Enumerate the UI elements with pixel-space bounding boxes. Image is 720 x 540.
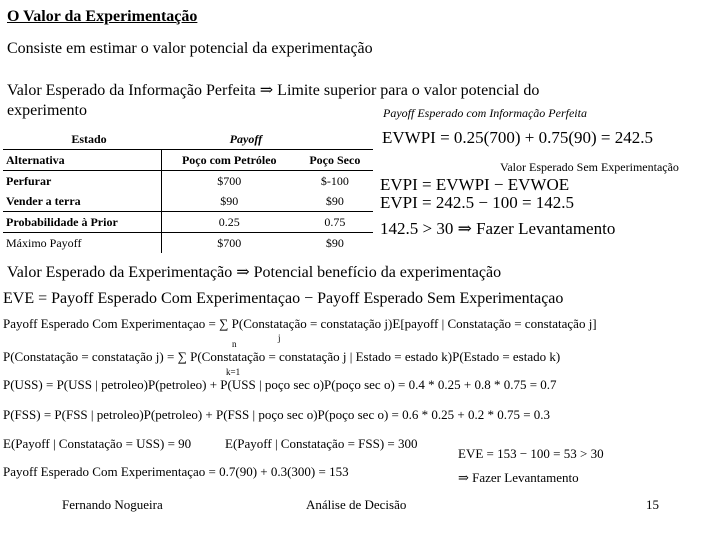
footer-author: Fernando Nogueira	[62, 497, 163, 512]
table-payoff: Payoff	[229, 131, 263, 146]
row-value: $90	[325, 193, 344, 208]
evpi-heading: Valor Esperado da Informação Perfeita ⇒ Limite superior para o valor potencial do	[7, 82, 540, 99]
evpi-equation-1: EVPI = EVWPI − EVWOE	[380, 175, 570, 194]
row-value: 0.25	[161, 212, 296, 233]
page-title: O Valor da Experimentação	[7, 8, 198, 25]
footer-page: 15	[646, 497, 659, 512]
row-value: 0.75	[297, 212, 373, 233]
payoff-com-equation: Payoff Esperado Com Experimentaçao = ∑ P(Constatação = constatação j)E[payoff | Constatação = constatação j]	[3, 316, 597, 331]
eve-equation: EVE = 153 − 100 = 53 > 30	[458, 446, 604, 461]
payoff-table	[3, 129, 373, 253]
e-uss-equation: E(Payoff | Constatação = USS) = 90	[3, 436, 192, 451]
row-value: $90	[161, 191, 296, 212]
evpi-equation-2: EVPI = 242.5 − 100 = 142.5	[380, 193, 575, 212]
subtitle: Consiste em estimar o valor potencial da experimentação	[7, 40, 373, 57]
evpi-decision: 142.5 > 30 ⇒ Fazer Levantamento	[380, 219, 616, 238]
row-label: Perfurar	[3, 171, 161, 192]
table-row	[3, 233, 373, 254]
payoff-final-equation: Payoff Esperado Com Experimentaçao = 0.7(90) + 0.3(300) = 153	[3, 464, 349, 479]
row-label: Vender a terra	[6, 193, 81, 208]
eve-heading: Valor Esperado da Experimentação ⇒ Potencial benefício da experimentação	[7, 264, 502, 281]
table-row	[3, 191, 373, 212]
evpi-heading-cont: experimento	[7, 102, 87, 119]
eve-decision: ⇒ Fazer Levantamento	[458, 470, 579, 485]
payoff-perfect-label: Payoff Esperado com Informação Perfeita	[383, 106, 587, 120]
table-col1: Poço com Petróleo	[161, 150, 296, 171]
sum-bottom: k=1	[226, 367, 241, 377]
row-label: Máximo Payoff	[3, 233, 161, 254]
puss-equation: P(USS) = P(USS | petroleo)P(petroleo) + P(USS | poço sec o)P(poço sec o) = 0.4 * 0.25 + 0.8 * 0.75 = 0.7	[3, 377, 557, 392]
no-experiment-label: Valor Esperado Sem Experimentação	[500, 160, 679, 174]
row-value: $700	[161, 171, 296, 192]
table-col2: Poço Seco	[297, 150, 373, 171]
table-alternativa: Alternativa	[3, 150, 161, 171]
sum-top: n	[232, 339, 237, 349]
row-value: $-100	[297, 171, 373, 192]
footer-course: Análise de Decisão	[306, 497, 407, 512]
table-row	[3, 171, 373, 192]
table-row	[3, 212, 373, 233]
sum-index: j	[278, 333, 281, 343]
row-label: Probabilidade à Prior	[3, 212, 161, 233]
e-fss-equation: E(Payoff | Constatação = FSS) = 300	[225, 436, 418, 451]
evwpi-equation: EVWPI = 0.25(700) + 0.75(90) = 242.5	[382, 128, 653, 147]
eve-definition: EVE = Payoff Esperado Com Experimentaçao − Payoff Esperado Sem Experimentaçao	[3, 290, 564, 307]
pfss-equation: P(FSS) = P(FSS | petroleo)P(petroleo) + P(FSS | poço sec o)P(poço sec o) = 0.6 * 0.25 + 0.2 * 0.75 = 0.3	[3, 407, 551, 422]
total-prob-equation: P(Constatação = constatação j) = ∑ P(Constatação = constatação j | Estado = estado k)P(Estado = estado k)	[3, 349, 561, 364]
table-estado: Estado	[71, 131, 107, 146]
row-value: $90	[297, 233, 373, 254]
row-value: $700	[161, 233, 296, 254]
